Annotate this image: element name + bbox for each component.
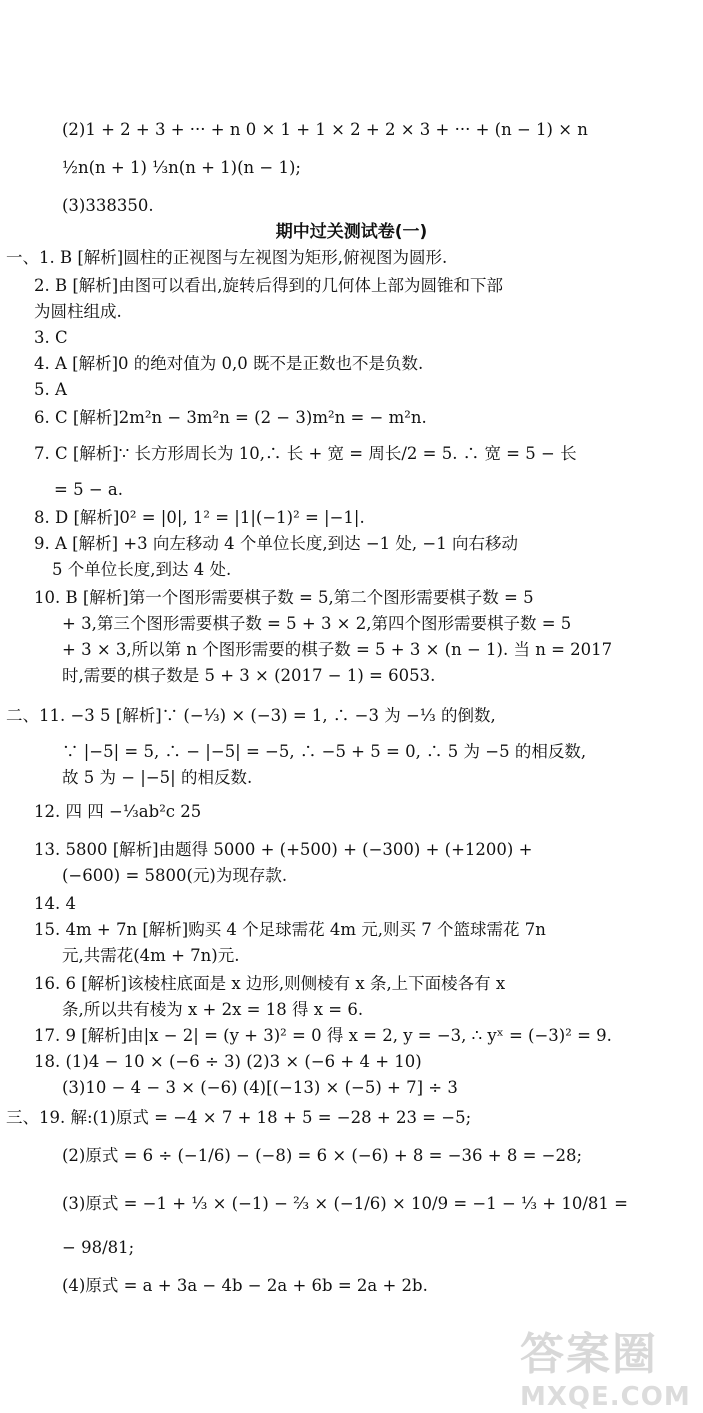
answer-19-part-3-cont: − 98/81; (62, 1238, 135, 1257)
answer-13-cont: (−600) = 5800(元)为现存款. (62, 866, 288, 885)
answer-9: 9. A [解析] +3 向左移动 4 个单位长度,到达 −1 处, −1 向右移动 (34, 534, 518, 553)
answer-15-cont: 元,共需花(4m + 7n)元. (62, 946, 240, 965)
answer-5: 5. A (34, 380, 67, 399)
answer-14: 14. 4 (34, 894, 76, 913)
answer-8: 8. D [解析]0² = |0|, 1² = |1|(−1)² = |−1|. (34, 508, 365, 527)
answer-19-part-4: (4)原式 = a + 3a − 4b − 2a + 6b = 2a + 2b. (62, 1276, 428, 1295)
answer-2: 2. B [解析]由图可以看出,旋转后得到的几何体上部为圆锥和下部 (34, 276, 503, 295)
answer-19: 三、19. 解:(1)原式 = −4 × 7 + 18 + 5 = −28 + 23 = −5; (6, 1108, 472, 1127)
text-line-1: (2)1 + 2 + 3 + ··· + n 0 × 1 + 1 × 2 + 2 × 3 + ··· + (n − 1) × n (62, 120, 588, 139)
answer-19-part-3: (3)原式 = −1 + ⅓ × (−1) − ⅔ × (−1/6) × 10/9 = −1 − ⅓ + 10/81 = (62, 1194, 628, 1213)
answer-11-cont-2: 故 5 为 − |−5| 的相反数. (62, 768, 253, 787)
answer-11: 二、11. −3 5 [解析]∵ (−⅓) × (−3) = 1, ∴ −3 为 −⅓ 的倒数, (6, 706, 496, 725)
answer-9-cont: 5 个单位长度,到达 4 处. (52, 560, 232, 579)
answer-16-cont: 条,所以共有棱为 x + 2x = 18 得 x = 6. (62, 1000, 364, 1019)
answer-10: 10. B [解析]第一个图形需要棋子数 = 5,第二个图形需要棋子数 = 5 (34, 588, 534, 607)
text-line-2: ½n(n + 1) ⅓n(n + 1)(n − 1); (62, 158, 301, 177)
answer-18-cont: (3)10 − 4 − 3 × (−6) (4)[(−13) × (−5) + 7] ÷ 3 (62, 1078, 458, 1097)
answer-18: 18. (1)4 − 10 × (−6 ÷ 3) (2)3 × (−6 + 4 + 10) (34, 1052, 422, 1071)
answer-1: 一、1. B [解析]圆柱的正视图与左视图为矩形,俯视图为圆形. (6, 248, 448, 267)
answer-13: 13. 5800 [解析]由题得 5000 + (+500) + (−300) + (+1200) + (34, 840, 533, 859)
answer-10-cont-1: + 3,第三个图形需要棋子数 = 5 + 3 × 2,第四个图形需要棋子数 = 5 (62, 614, 572, 633)
answer-16: 16. 6 [解析]该棱柱底面是 x 边形,则侧棱有 x 条,上下面棱各有 x (34, 974, 506, 993)
answer-7-cont: = 5 − a. (54, 480, 123, 499)
watermark-logo (520, 1318, 695, 1412)
answer-15: 15. 4m + 7n [解析]购买 4 个足球需花 4m 元,则买 7 个篮球需花 7n (34, 920, 546, 939)
watermark-en: MXQE.COM (520, 1382, 691, 1412)
answer-6: 6. C [解析]2m²n − 3m²n = (2 − 3)m²n = − m²n. (34, 408, 427, 427)
answer-10-cont-2: + 3 × 3,所以第 n 个图形需要的棋子数 = 5 + 3 × (n − 1). 当 n = 2017 (62, 640, 613, 659)
answer-4: 4. A [解析]0 的绝对值为 0,0 既不是正数也不是负数. (34, 354, 424, 373)
answer-3: 3. C (34, 328, 68, 347)
answer-17: 17. 9 [解析]由|x − 2| = (y + 3)² = 0 得 x = 2, y = −3, ∴ yˣ = (−3)² = 9. (34, 1026, 612, 1045)
watermark-cn: 答案圈 (520, 1329, 658, 1380)
answer-12: 12. 四 四 −⅓ab²c 25 (34, 802, 202, 821)
section-title: 期中过关测试卷(一) (275, 222, 428, 242)
answer-7: 7. C [解析]∵ 长方形周长为 10,∴ 长 + 宽 = 周长/2 = 5. ∴ 宽 = 5 − 长 (34, 444, 577, 463)
answer-19-part-2: (2)原式 = 6 ÷ (−1/6) − (−8) = 6 × (−6) + 8 = −36 + 8 = −28; (62, 1146, 583, 1165)
answer-11-cont-1: ∵ |−5| = 5, ∴ − |−5| = −5, ∴ −5 + 5 = 0, ∴ 5 为 −5 的相反数, (62, 742, 587, 761)
answer-2-cont: 为圆柱组成. (34, 302, 122, 321)
text-line-3: (3)338350. (62, 196, 154, 215)
answer-10-cont-3: 时,需要的棋子数是 5 + 3 × (2017 − 1) = 6053. (62, 666, 436, 685)
